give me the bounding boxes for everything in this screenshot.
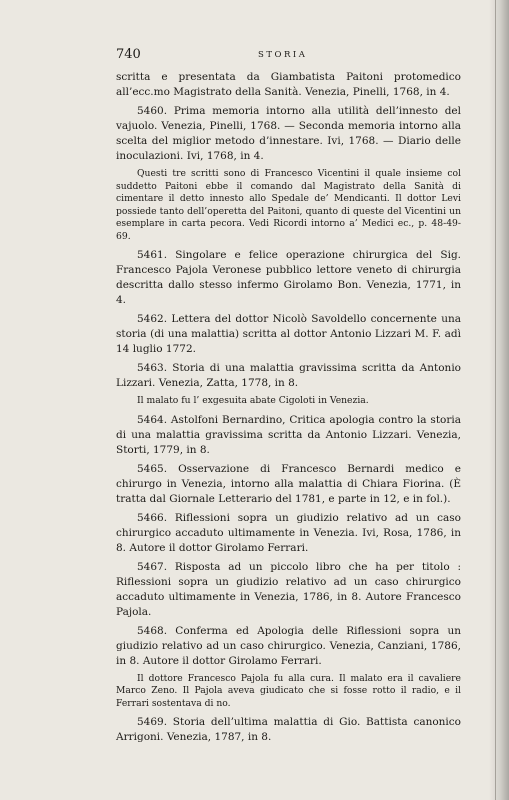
- page-body: [116, 70, 461, 749]
- running-title: STORIA: [258, 50, 308, 60]
- note-cigoloti: Il malato fu l’ exgesuita abate Cigoloti in Venezia.: [137, 395, 369, 406]
- note-vicentini: Questi tre scritti sono di Francesco Vicentini il quale insieme col suddetto Paitoni ebbe il comando dal Magistrato della Sanità di cimentare il detto innesto allo Spedale de’ Mendicanti. Il dottor Levi possiede tanto dell’operetta del Paitoni, quanto di queste del Vicentini un esemplare in carta pecora. Vedi Ricordi intorno a’ Medici ec., p. 48-49-69.: [116, 168, 461, 242]
- entry-5460: 5460. Prima memoria intorno alla utilità dell’innesto del vajuolo. Venezia, Pinelli, 1768. — Seconda memoria intorno alla scelta del miglior metodo d’innestare. Ivi, 1768. — Diario delle inoculazioni. Ivi, 1768, in 4.: [116, 105, 461, 162]
- entry-5462: 5462. Lettera del dottor Nicolò Savoldello concernente una storia (di una malattia) scritta al dottor Antonio Lizzari M. F. adì 14 luglio 1772.: [116, 313, 461, 355]
- entry-5464: 5464. Astolfoni Bernardino, Critica apologia contro la storia di una malattia gravissima scritta da Antonio Lizzari. Venezia, Storti, 1779, in 8.: [116, 413, 461, 456]
- entry-5466: 5466. Riflessioni sopra un giudizio relativo ad un caso chirurgico accaduto ultimamente in Venezia. Ivi, Rosa, 1786, in 8. Autore il dottor Girolamo Ferrari.: [116, 511, 461, 554]
- page-fold-line: [495, 0, 496, 800]
- entry-5461: 5461. Singolare e felice operazione chirurgica del Sig. Francesco Pajola Veronese pubblico lettore veneto di chirurgia descritta dallo stesso infermo Girolamo Bon. Venezia, 1771, in 4.: [116, 249, 461, 306]
- entry-5467: 5467. Risposta ad un piccolo libro che ha per titolo : Riflessioni sopra un giudizio relativo ad un caso chirurgico accaduto ultimamente in Venezia, 1786, in 8. Autore Francesco Pajola.: [116, 560, 461, 618]
- page-number: 740: [116, 47, 141, 62]
- entry-continuation: scritta e presentata da Giambatista Paitoni protomedico all’ecc.mo Magistrato della Sanità. Venezia, Pinelli, 1768, in 4.: [116, 71, 461, 98]
- entry-5469: 5469. Storia dell’ultima malattia di Gio. Battista canonico Arrigoni. Venezia, 1787, in 8.: [116, 716, 461, 743]
- note-pajola: Il dottore Francesco Pajola fu alla cura. Il malato era il cavaliere Marco Zeno. Il Pajola aveva giudicato che si fosse rotto il radio, e il Ferrari sostentava di no.: [116, 672, 461, 709]
- page-header: [116, 47, 461, 63]
- entry-5468: 5468. Conferma ed Apologia delle Riflessioni sopra un giudizio relativo ad un caso chirurgico. Venezia, Canziani, 1786, in 8. Autore il dottor Girolamo Ferrari.: [116, 624, 461, 667]
- entry-5463: 5463. Storia di una malattia gravissima scritta da Antonio Lizzari. Venezia, Zatta, 1778, in 8.: [116, 362, 461, 389]
- page-fold-shadow: [489, 0, 509, 800]
- entry-5465: 5465. Osservazione di Francesco Bernardi medico e chirurgo in Venezia, intorno alla malattia di Chiara Fiorina. (È tratta dal Giornale Letterario del 1781, e parte in 12, e in fol.).: [116, 462, 461, 505]
